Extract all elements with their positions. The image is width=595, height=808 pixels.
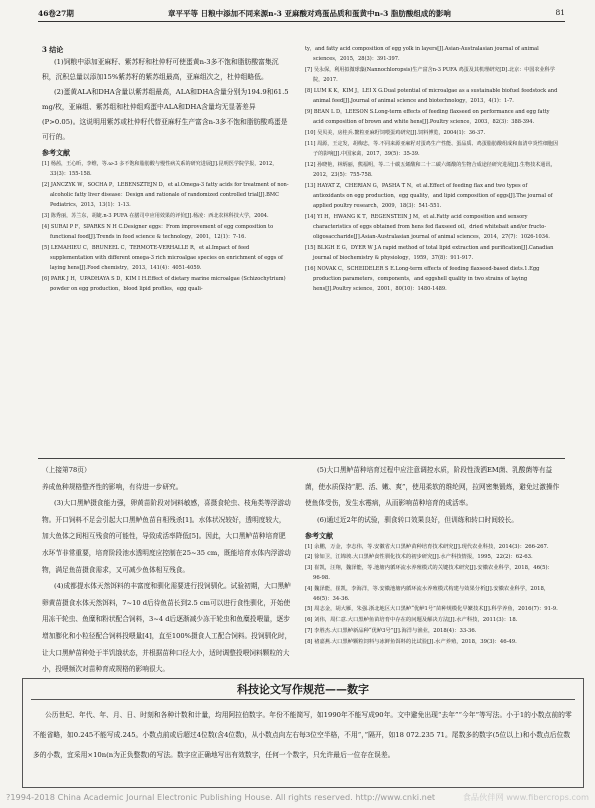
conclusion-paragraph-1: (1)饲粮中添加亚麻籽、紫苏籽和杜仲籽可使蛋黄n-3多不饱和脂肪酸富集沉积，沉积总量以添加15%紫苏籽的紫苏组最高，亚麻组次之，杜仲组略低。 bbox=[42, 58, 279, 82]
references-list-c bbox=[305, 543, 560, 648]
header-rule bbox=[38, 21, 565, 22]
left-column-bottom bbox=[42, 462, 292, 674]
reference-item: [8] 褚嘉燕.大口黑鲈颗粒饲料与冰鲜鱼饵料的比试验[J].水产养殖，2018，39(3)：46-49. bbox=[305, 638, 517, 645]
continued-marker: （上接第78页） bbox=[42, 466, 91, 474]
reference-item: [13] HAYAT Z，CHERIAN G，PASHA T N，et al.Effect of feeding flax and two types of antioxidants on egg production，egg quality，and lipid composition of eggs[J].The journal of applied poultry research，2009，18(3)：541-551. bbox=[305, 183, 553, 209]
reference-item: [15] BLIGH E G，DYER W J.A rapid method of total lipid extraction and purification[J].Canadian journal of biochemistry & physiology，1959，37(8)：911-917. bbox=[305, 245, 554, 261]
right-column-bottom bbox=[305, 462, 560, 674]
box-title-rule bbox=[31, 699, 575, 700]
reference-item: [1] 余鹏，万金，李志伟，等.安徽省大口黑鲈苗种培育技术研究[J].现代农业科技，2014(3)：266-267. bbox=[305, 543, 549, 550]
page-header bbox=[38, 6, 565, 20]
reference-item: [8] LUM K K，KIM J，LEI X G.Dual potential of microalgae as a sustainable biofuel feedstock and animal feed[J].Journal of animal science and biotechnology，2013，4(1)：1-7. bbox=[305, 88, 558, 104]
watermark-text: 食品伙伴网 www.fibercrops.com bbox=[462, 792, 589, 802]
writing-norms-box bbox=[22, 678, 584, 788]
conclusion-heading: 3 结论 bbox=[42, 45, 64, 54]
reference-item: [3] 崔凯，汪翔，魏泽能，等.池塘内循环流水养殖模式的关键技术研究[J].安徽农业科学，2018，46(5)：96-98. bbox=[305, 565, 553, 581]
copyright-notice: ?1994-2018 China Academic Journal Electronic Publishing House. All rights reserved. http://www.cnki.net bbox=[6, 792, 436, 802]
left-column-top bbox=[42, 44, 292, 454]
reference-item: [7] 吴永保，利用拟微球藻(Nannochloropsis)生产富含n-3 PUFA 鸡蛋及其机理研究[D].北京：中国农业科学院，2017. bbox=[305, 67, 555, 83]
continued-paragraph-6: (6)通过近2年的试验，驯食转口效果良好，但训练和转口时间较长。 bbox=[317, 515, 518, 524]
reference-item: [5] 周志金，胡大雁，朱强.浙北地区大口黑鲈“优鲈1号”苗种规模化早繁技术[J].科学养鱼，2016(7)：91-9. bbox=[305, 606, 558, 613]
continued-paragraph-3: (3)大口黑鲈摄食能力强，卵黄苗阶段对饲料敏感，喜摄食轮虫、枝角类等浮游动物。开口饲料不足会引起大口黑鲈鱼苗自相残杀[1]。水体状况较好，透明度较大，加大鱼体之间相互残食的可能性，导致成活率降低[5]。因此，大口黑鲈苗种培育肥水环节非常重要，培育阶段池水透明度应控制在25~35 cm，既能培育水体内浮游动物，满足鱼苗摄食需求，又可减少鱼体相互残食。 bbox=[42, 499, 291, 574]
box-body: 公历世纪、年代、年、月、日、时刻和各种计数和计量，均用阿拉伯数字。年份不能简写，如1990年不能写成90年。文中避免出现“去年”“今年”等写法。小于1的小数点前的零不能省略，如0.245不能写成.245。小数点前或后超过4位数(含4位数)，从小数点向左右每3位空半格，不用“，”隔开，如18 072.235 71。尾数多的数字(5位以上)和小数点后位数多的小数，宜采用×10n(n为正负整数)的写法。数字应正确地写出有效数字，任何一个数字，只允许最后一位存在误差。 bbox=[33, 711, 572, 759]
reference-item: [4] 魏泽能，崔凯，李海洋，等.安徽池塘内循环流水养殖模式构建与效果分析[J].安徽农业科学，2018，46(5)：34-36. bbox=[305, 585, 550, 602]
reference-item: [4] SURAI P F，SPARKS N H C.Designer eggs：From improvement of egg composition to functional food[J].Trends in food science & technology，2001，12(1)：7-16. bbox=[42, 224, 274, 241]
references-heading: 参考文献 bbox=[42, 148, 70, 158]
reference-item: [1] 杨茜，王心昕，李维，等.ω-3 多不饱和脂肪酸与慢性病关系的研究进展[J].昆明医学院学报，2012，33(3)：155-158. bbox=[42, 161, 278, 178]
reference-item: [3] 陈秀丽，苏兰东，胡婕.n-3 PUFA 在膳司中应用效果的评价[J].杨凌：西北农林科技大学，2004. bbox=[42, 213, 269, 220]
reference-item: [6] 刘伟，周仁意.大口黑鲈鱼苗培育中存在的问题及解决方法[J].水产科技，2011(3)：18. bbox=[305, 617, 518, 624]
right-column-top bbox=[305, 44, 560, 454]
reference-item: [7] 李胜杰.大口黑鲈新品种“优鲈3号”[J].海洋与渔业，2018(4)：33-36. bbox=[305, 627, 477, 634]
reference-item: [2] JANCZYK W，SOCHA P，LEBENSZTEJN D，et al.Omega-3 fatty acids for treatment of non-alcoholic fatty liver disease：Design and rationale of randomized controlled trial[J].BMC Pediatrics，2013，13(1)：1-13. bbox=[42, 182, 289, 209]
reference-item: [9] BEAN L D，LEESON S.Long-term effects of feeding flaxseed on performance and egg fatty acid composition of brown and white hens[J].Poultry science，2003，82(3)：388-394. bbox=[305, 109, 550, 125]
section-divider bbox=[38, 458, 565, 459]
issue-label: 46卷27期 bbox=[38, 9, 74, 18]
reference-item: [14] YI H，HWANG K T，REGENSTEIN J M，et al.Fatty acid composition and sensory characteristics of eggs obtained from hens fed flaxseed oil，dried whitebait and/or fructo-oligosaccharide[J].Asian-Australasian journal of animal sciences，2014，27(7)：1026-1034. bbox=[305, 214, 550, 240]
running-title: 章平平等 日粮中添加不同来源n-3 亚麻酸对鸡蛋品质和蛋黄中n-3 脂肪酸组成的影响 bbox=[168, 9, 451, 18]
reference-item: ty，and fatty acid composition of egg yolk in layers[J].Asian-Australasian journal of animal sciences，2015，28(3)：391-397. bbox=[305, 46, 539, 62]
reference-item: [12] 孙晓艳，林炳丽，熊福明，等.二十碳五烯酸和二十二碳六烯酸的生物合成途径研究进展[J].生物技术通讯，2012，23(5)：755-758. bbox=[305, 162, 556, 178]
references-heading-2: 参考文献 bbox=[305, 531, 333, 541]
reference-item: [11] 周源，王定发，胡梅忠，等.不同来源亚麻籽对蛋鸡生产性能、蛋品质、鸡蛋脂肪酸组成和血清中炎性细胞因子的影响[J].中国家禽，2017，39(5)：35-39. bbox=[305, 141, 559, 157]
reference-item: [2] 徐如卫，江锦坡.大口黑鲈食性驯化技术的初步研究[J].水产科技情报，1995，22(2)：62-63. bbox=[305, 554, 533, 561]
continued-paragraph-4: (4)成都提水体天然饵料的丰富度和驯化需要进行投饲驯化。试验初期，大口黑鲈卵黄苗摄食水体天然饵料，7~10 d后待鱼苗长到2.5 cm可以进行食性驯化，开始使用冻干轮虫、鱼糜和粉状配合饲料，3~4 d后逐渐减少冻干轮虫和鱼糜投喂量，逐步增加膨化和小粒径配合饲料投喂量[4]，直至100%摄食人工配合饲料。投饲驯化时，让大口黑鲈苗种处于半饥饿状态，并根据苗种口径大小，适时调整投喂饲料颗粒的大小，投喂频次对苗种育成规格的影响很大。 bbox=[42, 582, 292, 674]
reference-item: [10] 吴贝美，房桂兵.鳌粒亚麻籽饲喂蛋鸡研究[J].饲料博览，2004(1)：36-37. bbox=[305, 130, 486, 136]
page-footer bbox=[6, 792, 589, 804]
conclusion-paragraph-2: (2)蛋黄ALA和DHA含量以紫苏组最高，ALA和DHA含量分别为194.9和61.5 mg/枚，亚麻组、紫苏组和杜仲组鸡蛋中ALA和DHA含量均无显著差异(P>0.05)。这说明用紫苏或杜仲籽代替亚麻籽生产富含n-3多不饱和脂肪酸鸡蛋是可行的。 bbox=[42, 88, 289, 142]
reference-item: [6] PARK J H，UPADHAYA S D，KIM I H.Effect of dietary marine microalgae (Schizochytrium) powder on egg production，blood lipid profiles，egg quali- bbox=[42, 276, 286, 293]
reference-item: [16] NOVAK C，SCHEIDELER S E.Long-term effects of feeding flaxseed-based diets.1.Egg production parameters，components，and eggshell quality in two strains of laying hens[J].Poultry science，2001，80(10)：1480-1489. bbox=[305, 266, 540, 292]
box-title: 科技论文写作规范——数字 bbox=[237, 683, 369, 696]
continued-marker-paragraph bbox=[42, 462, 292, 479]
reference-item: [5] LEMAHIEU C，BRUNEEL C，TERMOTE-VERHALLE R，et al.Impact of feed supplementation with different omega-3 rich microalgae species on enrichment of eggs of laying hens[J].Food chemistry，2013，141(4)：4051-4059. bbox=[42, 245, 283, 272]
references-list-a bbox=[42, 159, 292, 294]
page-number: 81 bbox=[555, 8, 565, 17]
continued-paragraph-0: 养成鱼种规格整齐性的影响，有待进一步研究。 bbox=[42, 482, 183, 491]
continued-paragraph-5: (5)大口黑鲈苗种培育过程中应注意调控水质，阶段性泼洒EM菌、乳酸菌等有益菌，使水质保持“肥、活、嫩、爽”，使用柔软的维纶网，拉网密集锻炼，避免过激操作使鱼体受伤，发生水霉病，从而影响苗种培育的成活率。 bbox=[305, 466, 560, 508]
